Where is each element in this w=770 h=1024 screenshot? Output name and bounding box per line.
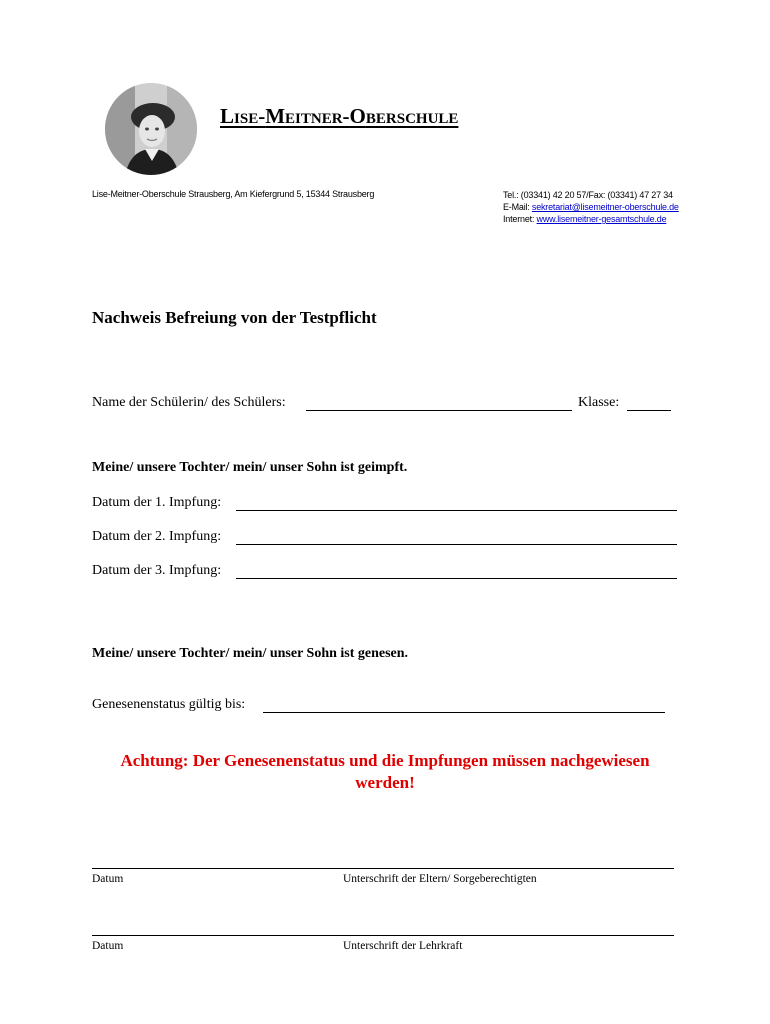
student-name-label: Name der Schülerin/ des Schülers: [92,395,286,410]
vaccination-date-3-label: Datum der 3. Impfung: [92,563,222,578]
phone-fax: Tel.: (03341) 42 20 57/Fax: (03341) 47 27 34 [503,190,673,200]
vaccination-date-2-label: Datum der 2. Impfung: [92,529,222,544]
class-label: Klasse: [578,395,620,410]
parent-signature-line[interactable] [92,868,674,869]
school-address: Lise-Meitner-Oberschule Strausberg, Am Kiefergrund 5, 15344 Strausberg [92,189,375,199]
recovered-valid-line[interactable] [263,712,665,713]
vaccination-date-1-label: Datum der 1. Impfung: [92,495,222,510]
date-label-2: Datum [92,940,124,952]
teacher-signature-label: Unterschrift der Lehrkraft [343,940,463,952]
website-row [503,213,679,225]
website-link[interactable]: www.lisemeitner-gesamtschule.de [536,214,667,224]
class-line[interactable] [627,410,671,411]
vaccination-date-3-line[interactable] [236,578,677,579]
school-portrait-photo [105,83,197,175]
email-label: E-Mail: [503,202,532,212]
recovered-statement: Meine/ unsere Tochter/ mein/ unser Sohn ist genesen. [92,646,409,661]
contact-block [503,189,679,225]
portrait-image [105,83,197,175]
vaccinated-statement: Meine/ unsere Tochter/ mein/ unser Sohn ist geimpft. [92,460,408,475]
warning-notice: Achtung: Der Genesenenstatus und die Impfungen müssen nachgewiesen werden! [120,751,650,792]
teacher-signature-line[interactable] [92,935,674,936]
document-title: Nachweis Befreiung von der Testpflicht [92,308,377,327]
recovered-valid-label: Genesenenstatus gültig bis: [92,697,246,712]
student-name-line[interactable] [306,410,572,411]
date-label-1: Datum [92,873,124,885]
vaccination-date-1-line[interactable] [236,510,677,511]
email-link[interactable]: sekretariat@lisemeitner-oberschule.de [531,202,679,212]
parent-signature-label: Unterschrift der Eltern/ Sorgeberechtigten [343,873,537,885]
website-label: Internet: [503,214,537,224]
school-name-heading: Lise-Meitner-Oberschule [220,104,459,128]
email-row [503,201,679,213]
vaccination-date-2-line[interactable] [236,544,677,545]
